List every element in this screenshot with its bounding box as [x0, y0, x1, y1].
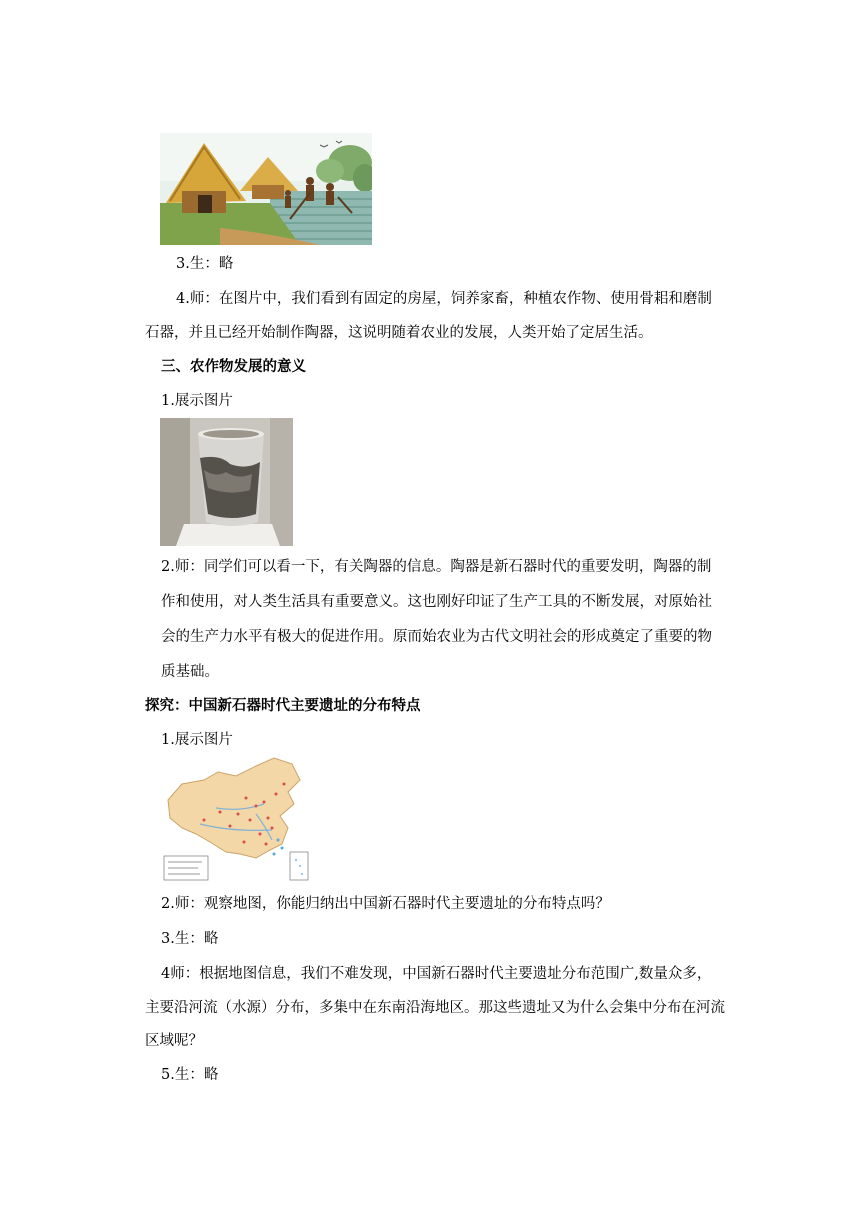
paragraph-teacher-line: 石器，并且已经开始制作陶器，这说明随着农业的发展，人类开始了定居生活。 — [145, 325, 653, 341]
paragraph-teacher-line: 质基础。 — [161, 664, 219, 680]
paragraph-student-reply-1: 3.生：略 — [176, 256, 234, 272]
paragraph-teacher-question: 2.师：观察地图，你能归纳出中国新石器时代主要遗址的分布特点吗？ — [161, 896, 610, 912]
paragraph-teacher-line: 4师：根据地图信息，我们不难发现，中国新石器时代主要遗址分布范围广,数量众多， — [161, 966, 712, 982]
paragraph-teacher-line: 作和使用，对人类生活具有重要意义。这也刚好印证了生产工具的不断发展，对原始社 — [161, 594, 712, 610]
paragraph-student-reply-3: 5.生：略 — [161, 1067, 219, 1083]
paragraph-teacher-line: 4.师：在图片中，我们看到有固定的房屋，饲养家畜，种植农作物、使用骨耜和磨制 — [176, 291, 712, 307]
section-heading: 三、农作物发展的意义 — [161, 359, 306, 375]
paragraph-show-image: 1.展示图片 — [161, 393, 233, 409]
pottery-photo — [160, 418, 293, 546]
paragraph-teacher-line: 2.师：同学们可以看一下，有关陶器的信息。陶器是新石器时代的重要发明，陶器的制 — [161, 559, 712, 575]
paragraph-teacher-line: 主要沿河流（水源）分布，多集中在东南沿海地区。那这些遗址又为什么会集中分布在河流 — [145, 1000, 725, 1016]
section-heading: 探究：中国新石器时代主要遗址的分布特点 — [145, 698, 421, 714]
village-illustration — [160, 133, 372, 245]
paragraph-show-image: 1.展示图片 — [161, 732, 233, 748]
paragraph-student-reply-2: 3.生：略 — [161, 931, 219, 947]
paragraph-teacher-line: 会的生产力水平有极大的促进作用。原而始农业为古代文明社会的形成奠定了重要的物 — [161, 629, 712, 645]
neolithic-sites-map — [160, 754, 312, 884]
paragraph-teacher-line: 区域呢？ — [145, 1033, 203, 1049]
